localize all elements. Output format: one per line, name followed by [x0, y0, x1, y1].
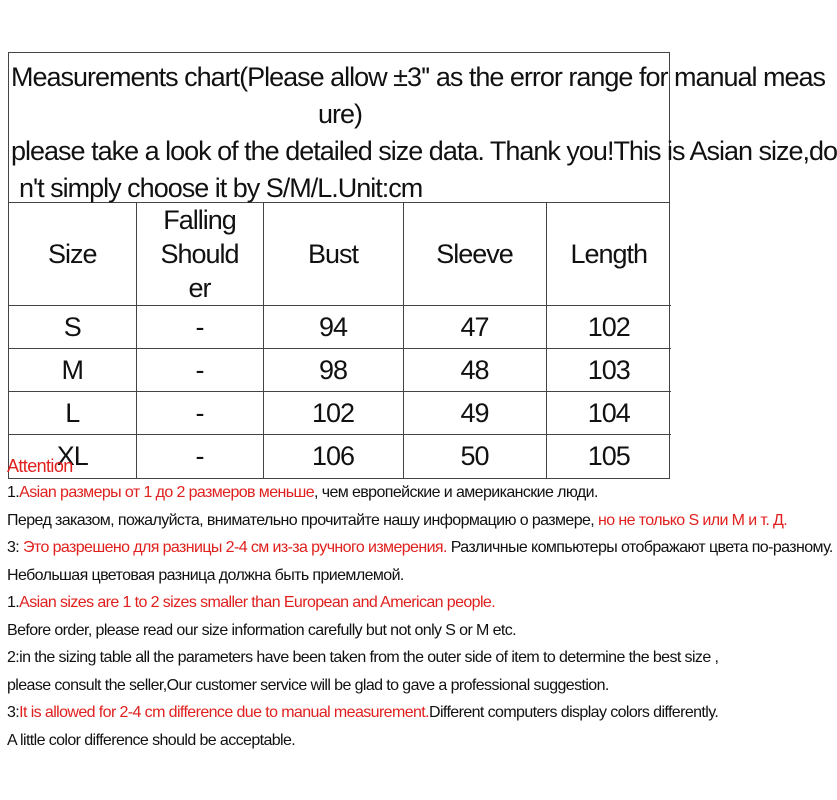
attention-text: 1.	[7, 484, 20, 501]
column-header-length: Length	[546, 203, 671, 306]
attention-line	[7, 479, 797, 507]
cell-bust: 102	[263, 392, 403, 435]
heading-line: Measurements chart(Please allow ±3'' as the error range for manual meas	[11, 62, 826, 92]
attention-text: Различные компьютеры отображают цвета по-разному.	[446, 539, 833, 556]
cell-size: M	[9, 349, 136, 392]
attention-highlight: но не только S или M и т. Д.	[598, 511, 788, 529]
attention-highlight: Asian sizes are 1 to 2 sizes smaller than European and American people.	[19, 594, 496, 611]
cell-sleeve: 50	[403, 435, 546, 478]
attention-line	[7, 699, 797, 727]
attention-line	[7, 507, 797, 535]
table-row	[9, 349, 671, 392]
table-row	[9, 306, 671, 349]
attention-text: 3:	[7, 704, 20, 721]
column-header-bust: Bust	[263, 203, 403, 306]
attention-text: A little color difference should be acceptable.	[7, 731, 296, 749]
cell-bust: 106	[263, 435, 403, 478]
attention-text: Before order, please read our size information carefully but not only S or M etc.	[7, 621, 517, 639]
attention-text: Небольшая цветовая разница должна быть приемлемой.	[7, 566, 404, 584]
column-header-size: Size	[9, 203, 136, 306]
attention-text: 2:in the sizing table all the parameters have been taken from the outer side of item to determine the best size ,	[7, 649, 719, 666]
attention-highlight: It is allowed for 2-4 cm difference due to manual measurement.	[19, 704, 429, 721]
chart-heading	[9, 53, 837, 203]
size-chart	[8, 52, 837, 479]
cell-falling-shoulder: -	[136, 435, 263, 478]
attention-text: , чем европейские и американские люди.	[314, 484, 598, 501]
cell-length: 104	[546, 392, 671, 435]
cell-length: 102	[546, 306, 671, 349]
cell-size: L	[9, 392, 136, 435]
table-row	[9, 392, 671, 435]
attention-text: please consult the seller,Our customer service will be glad to gave a professional suggestion.	[7, 676, 609, 694]
attention-text: Перед заказом, пожалуйста, внимательно прочитайте нашу информацию о размере,	[7, 511, 598, 529]
attention-line	[7, 562, 797, 590]
attention-line	[7, 589, 797, 617]
falling-header-line: er	[188, 273, 211, 303]
falling-header-line: Falling Should	[160, 205, 239, 269]
cell-falling-shoulder: -	[136, 306, 263, 349]
cell-sleeve: 47	[403, 306, 546, 349]
cell-sleeve: 49	[403, 392, 546, 435]
cell-size: S	[9, 306, 136, 349]
cell-bust: 98	[263, 349, 403, 392]
attention-text: Different computers display colors differently.	[429, 704, 719, 721]
attention-notes	[7, 453, 833, 754]
heading-line: n't simply choose it by S/M/L.Unit:cm	[19, 173, 423, 203]
attention-line	[7, 727, 797, 755]
cell-bust: 94	[263, 306, 403, 349]
cell-sleeve: 48	[403, 349, 546, 392]
cell-falling-shoulder: -	[136, 392, 263, 435]
attention-line	[7, 672, 797, 700]
cell-length: 103	[546, 349, 671, 392]
attention-text: 3:	[7, 539, 23, 556]
heading-line: ure)	[317, 99, 362, 129]
attention-line	[7, 617, 797, 645]
attention-text: 1.	[7, 594, 20, 611]
column-header-sleeve: Sleeve	[403, 203, 546, 306]
heading-line: please take a look of the detailed size data. Thank you!This is Asian size,do	[11, 136, 837, 166]
cell-length: 105	[546, 435, 671, 478]
attention-line	[7, 644, 797, 672]
attention-highlight: Это разрешено для разницы 2-4 см из-за ручного измерения.	[23, 539, 447, 556]
column-header-falling-shoulder	[136, 203, 263, 306]
size-table	[9, 203, 671, 478]
attention-line	[7, 534, 833, 562]
cell-falling-shoulder: -	[136, 349, 263, 392]
attention-highlight: Asian размеры от 1 до 2 размеров меньше	[19, 484, 315, 501]
cell-size: XL	[9, 435, 136, 478]
attention-lines	[7, 479, 833, 754]
table-header-row	[9, 203, 671, 306]
attention-title: Attention	[7, 456, 73, 476]
